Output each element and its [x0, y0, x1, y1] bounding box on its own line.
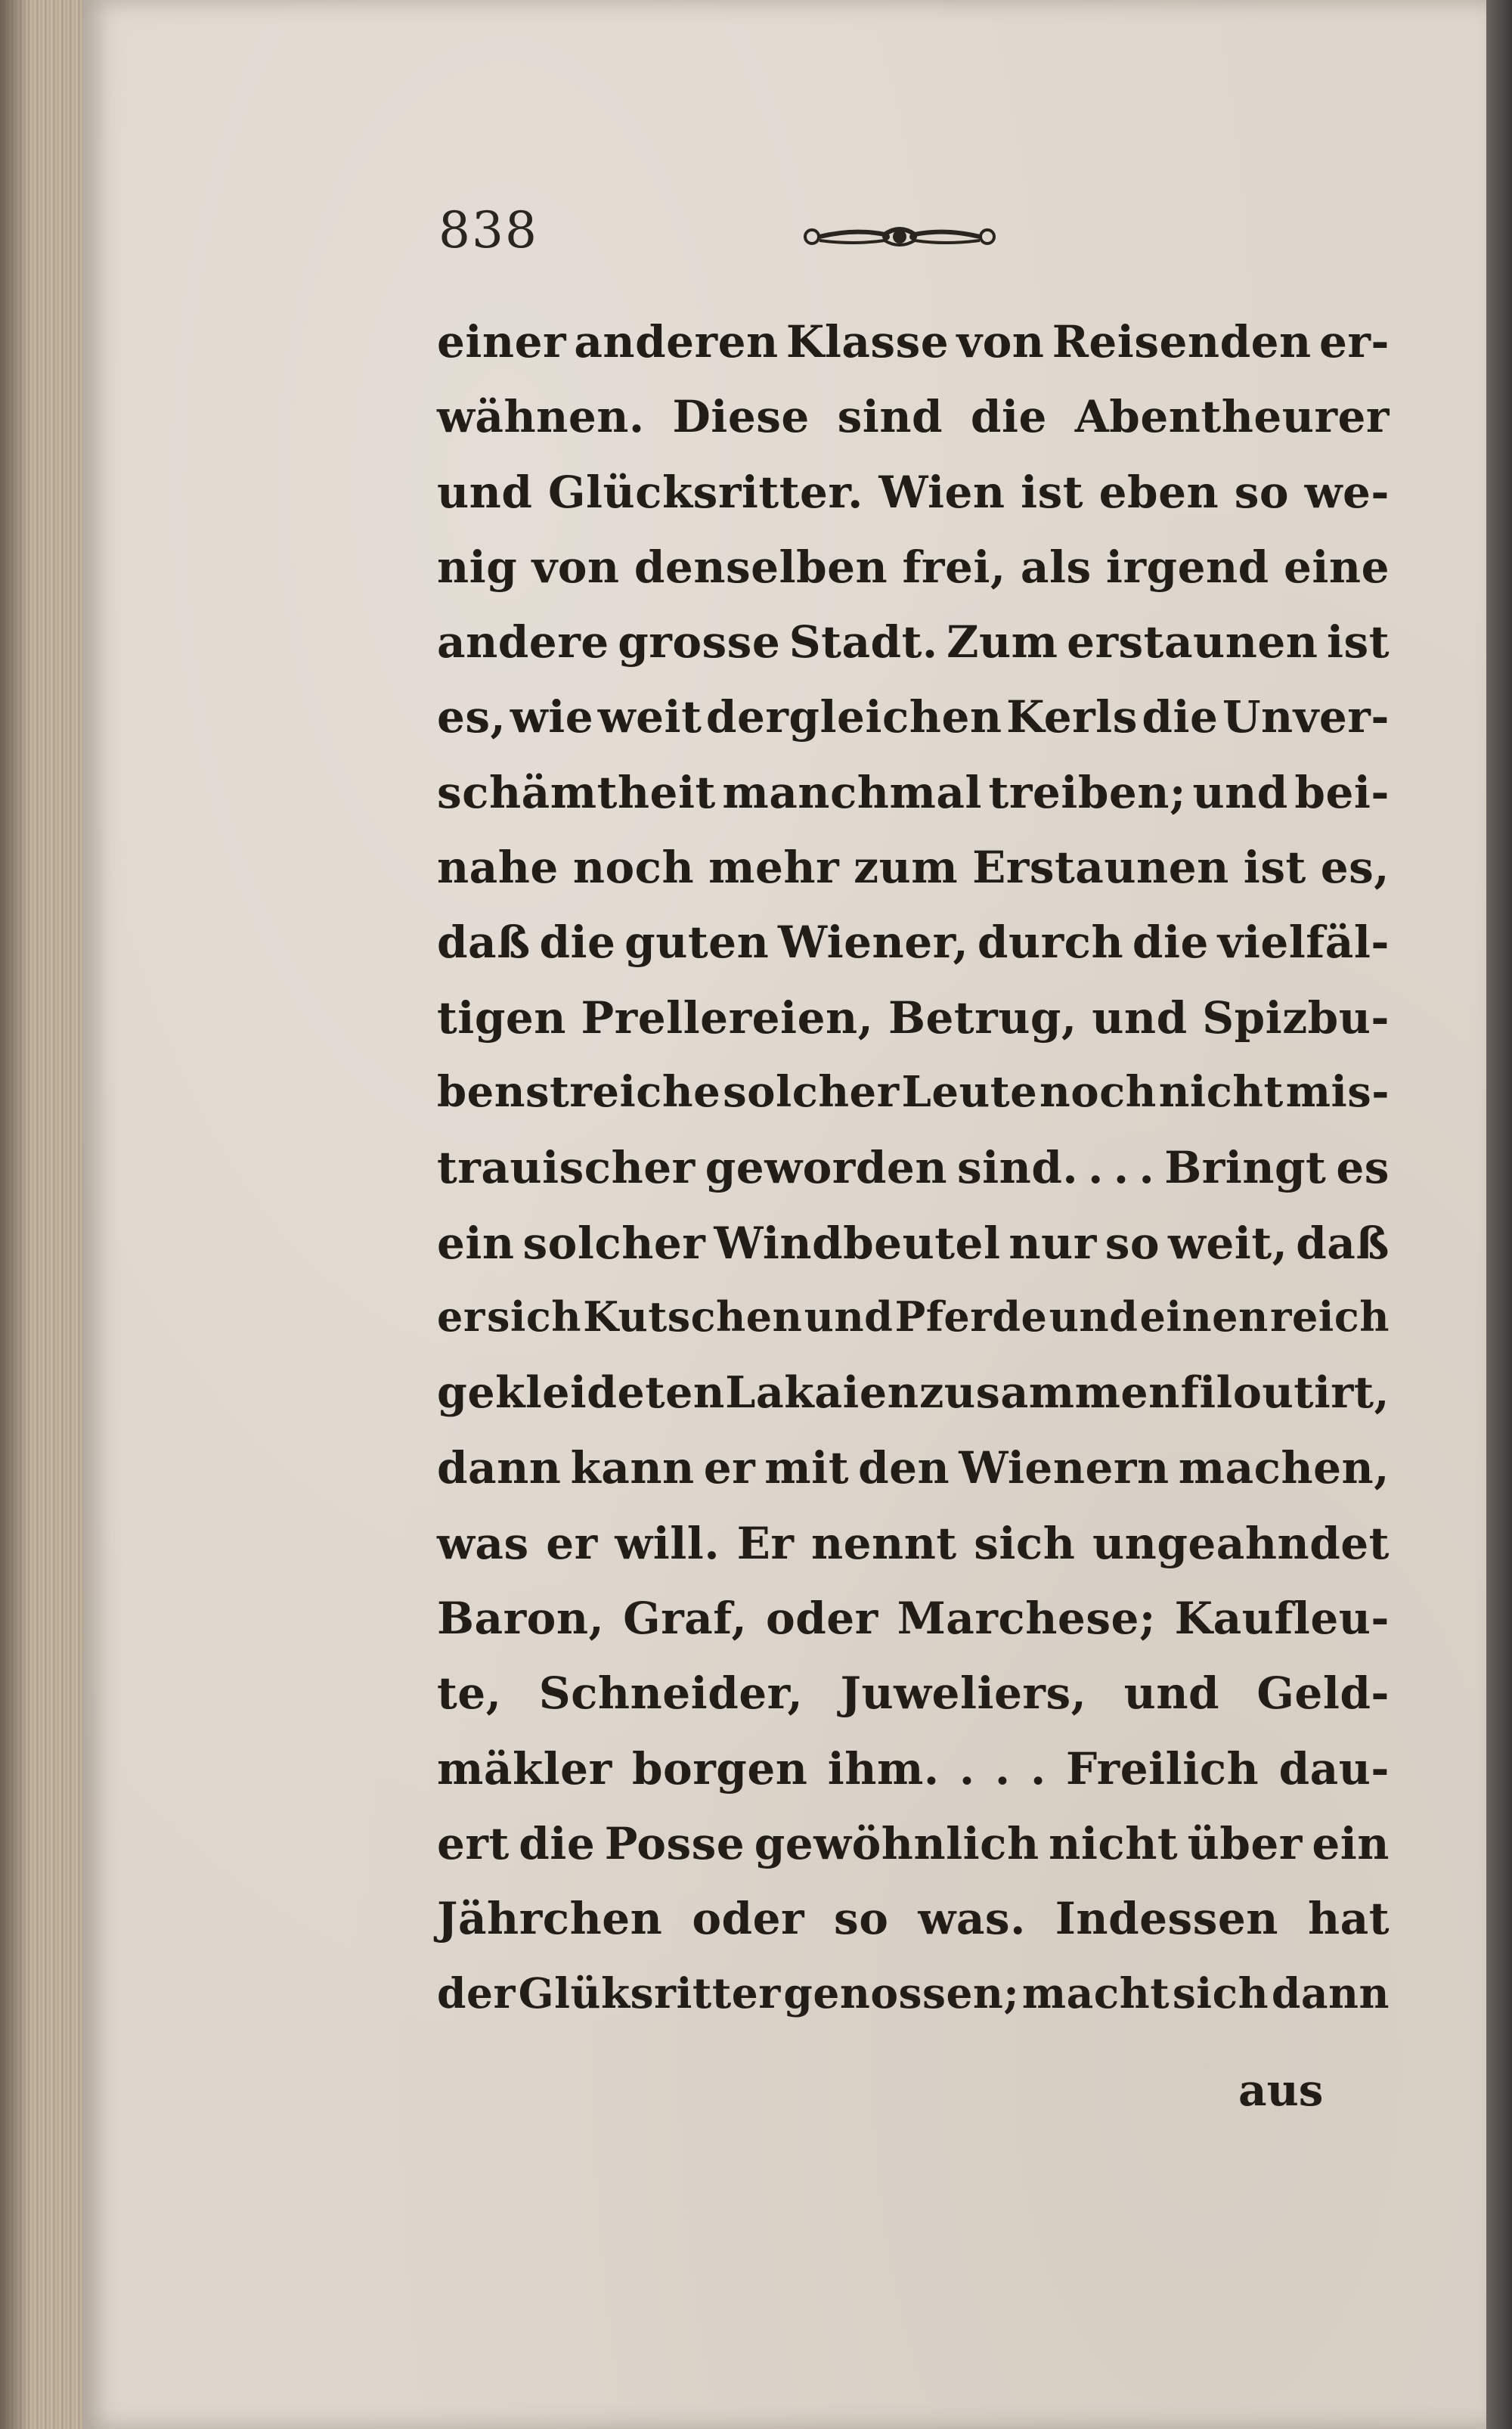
- text-line: dann kann er mit den Wienern machen,: [437, 1442, 1390, 1494]
- page-edge-shadow: [0, 0, 30, 2429]
- text-line: Baron, Graf, oder Marchese; Kaufleu-: [437, 1593, 1390, 1645]
- text-line: Jährchen oder so was. Indessen hat: [437, 1893, 1390, 1945]
- text-line: der Glüksritter genossen; macht sich dann: [437, 1968, 1390, 2018]
- header-ornament-icon: [801, 218, 998, 256]
- text-line: trauischer geworden sind. . . . Bringt es: [437, 1142, 1390, 1194]
- text-line: einer anderen Klasse von Reisenden er-: [437, 316, 1390, 368]
- running-head: [355, 195, 1096, 271]
- page-number: 838: [438, 201, 538, 259]
- text-line: nahe noch mehr zum Erstaunen ist es,: [437, 842, 1390, 894]
- text-line: nig von denselben frei, als irgend eine: [437, 541, 1390, 593]
- book-page: [83, 0, 1486, 2429]
- text-line: er sich Kutschen und Pferde und einen reich: [437, 1292, 1390, 1341]
- text-line: es, wie weit dergleichen Kerls die Unver-: [437, 691, 1390, 743]
- text-line: und Glücksritter. Wien ist eben so we-: [437, 466, 1390, 518]
- text-line: schämtheit manchmal treiben; und bei-: [437, 766, 1390, 818]
- text-line: was er will. Er nennt sich ungeahndet: [437, 1517, 1390, 1569]
- catchword: aus: [1238, 2064, 1324, 2116]
- body-text: [437, 316, 1390, 2043]
- text-line: te, Schneider, Juweliers, und Geld-: [437, 1667, 1390, 1720]
- text-line: daß die guten Wiener, durch die vielfäl-: [437, 917, 1390, 969]
- text-line: mäkler borgen ihm. . . . Freilich dau-: [437, 1742, 1390, 1795]
- text-line: wähnen. Diese sind die Abentheurer: [437, 391, 1390, 443]
- text-line: andere grosse Stadt. Zum erstaunen ist: [437, 616, 1390, 669]
- binding-edge: [1486, 0, 1512, 2429]
- text-line: benstreiche solcher Leute noch nicht mis-: [437, 1066, 1390, 1117]
- text-line: ert die Posse gewöhnlich nicht über ein: [437, 1817, 1390, 1869]
- text-line: gekleideten Lakaien zusammen filoutirt,: [437, 1367, 1390, 1419]
- text-line: ein solcher Windbeutel nur so weit, daß: [437, 1217, 1390, 1269]
- text-line: tigen Prellereien, Betrug, und Spizbu-: [437, 991, 1390, 1044]
